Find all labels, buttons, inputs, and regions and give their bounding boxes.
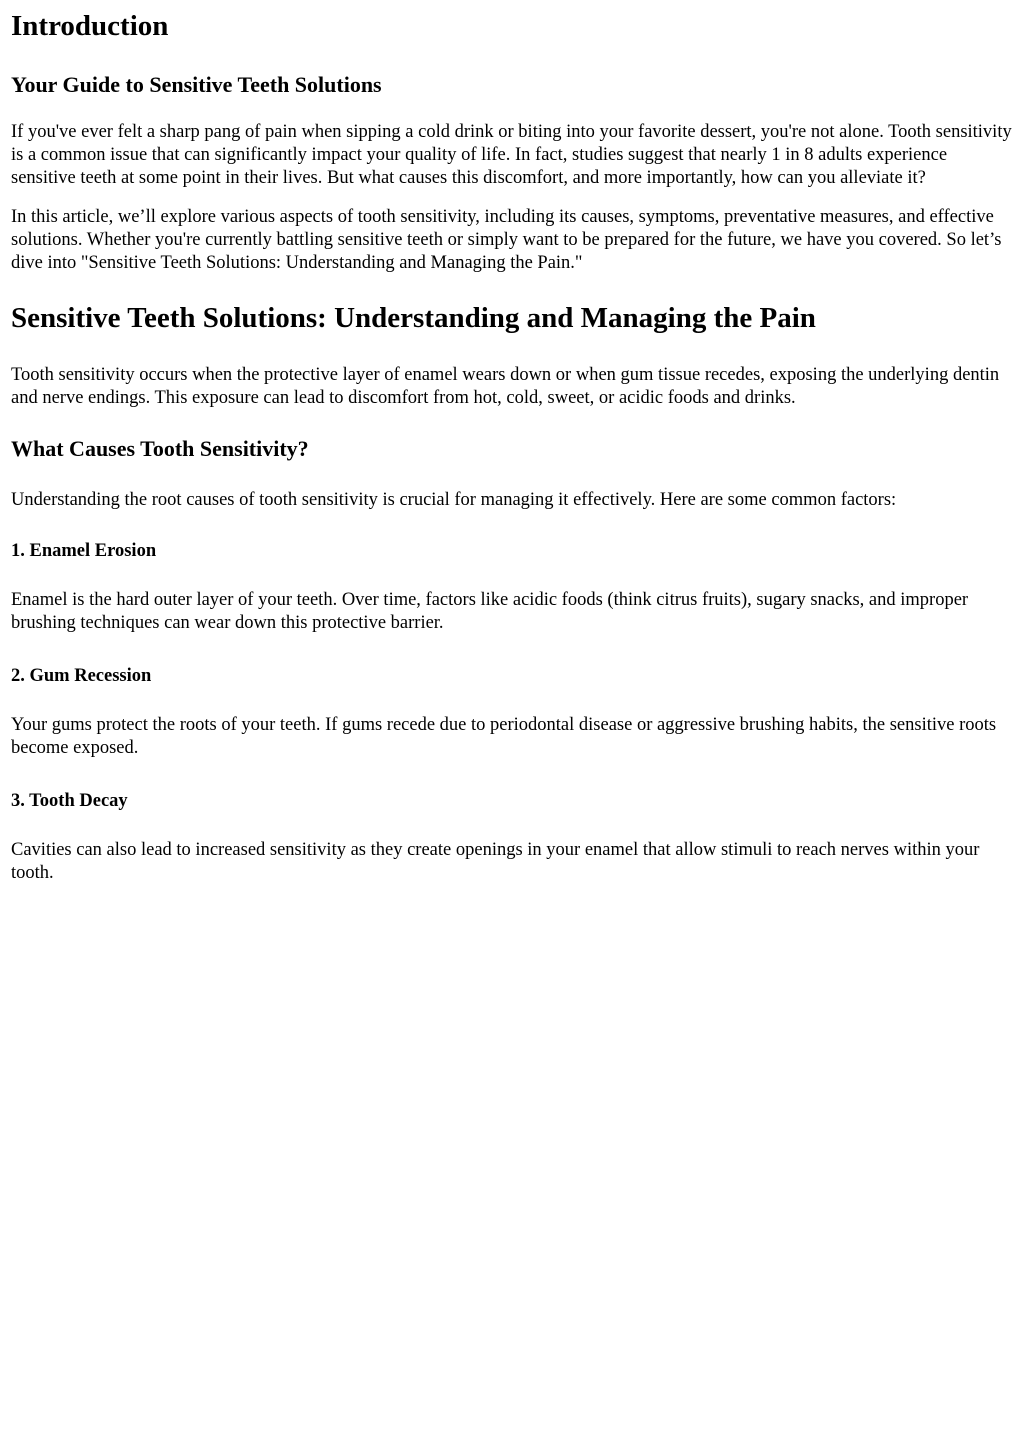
causes-heading: What Causes Tooth Sensitivity? xyxy=(11,436,309,461)
cause-text-gum-recession: Your gums protect the roots of your teeth. If gums recede due to periodontal disease or aggressive brushing habits, the sensitive roots become exposed. xyxy=(11,715,997,758)
cause-text-tooth-decay: Cavities can also lead to increased sensitivity as they create openings in your enamel that allow stimuli to reach nerves within your tooth. xyxy=(11,840,980,883)
causes-intro-paragraph: Understanding the root causes of tooth sensitivity is crucial for managing it effectively. Here are some common factors: xyxy=(11,490,897,510)
cause-title-gum-recession: 2. Gum Recession xyxy=(11,666,152,686)
main-section-heading: Sensitive Teeth Solutions: Understanding and Managing the Pain xyxy=(11,302,816,334)
intro-paragraph-1: If you've ever felt a sharp pang of pain when sipping a cold drink or biting into your favorite dessert, you're not alone. Tooth sensitivity is a common issue that can significantly impact your quality of life. In fact, studies suggest that nearly 1 in 8 adults experience sensitive teeth at some point in their lives. But what causes this discomfort, and more importantly, how can you alleviate it? xyxy=(11,122,1012,188)
cause-title-enamel-erosion: 1. Enamel Erosion xyxy=(11,541,157,561)
main-section-paragraph: Tooth sensitivity occurs when the protective layer of enamel wears down or when gum tissue recedes, exposing the underlying dentin and nerve endings. This exposure can lead to discomfort from hot, cold, sweet, or acidic foods and drinks. xyxy=(11,365,1000,408)
cause-text-enamel-erosion: Enamel is the hard outer layer of your teeth. Over time, factors like acidic foods (think citrus fruits), sugary snacks, and improper brushing techniques can wear down this protective barrier. xyxy=(11,590,969,633)
guide-subheading: Your Guide to Sensitive Teeth Solutions xyxy=(11,72,382,97)
intro-paragraph-2: In this article, we’ll explore various aspects of tooth sensitivity, including its causes, symptoms, preventative measures, and effective solutions. Whether you're currently battling sensitive teeth or simply want to be prepared for the future, we have you covered. So let’s dive into "Sensitive Teeth Solutions: Understanding and Managing the Pain." xyxy=(11,207,1002,273)
cause-title-tooth-decay: 3. Tooth Decay xyxy=(11,791,128,811)
intro-heading: Introduction xyxy=(11,10,169,42)
